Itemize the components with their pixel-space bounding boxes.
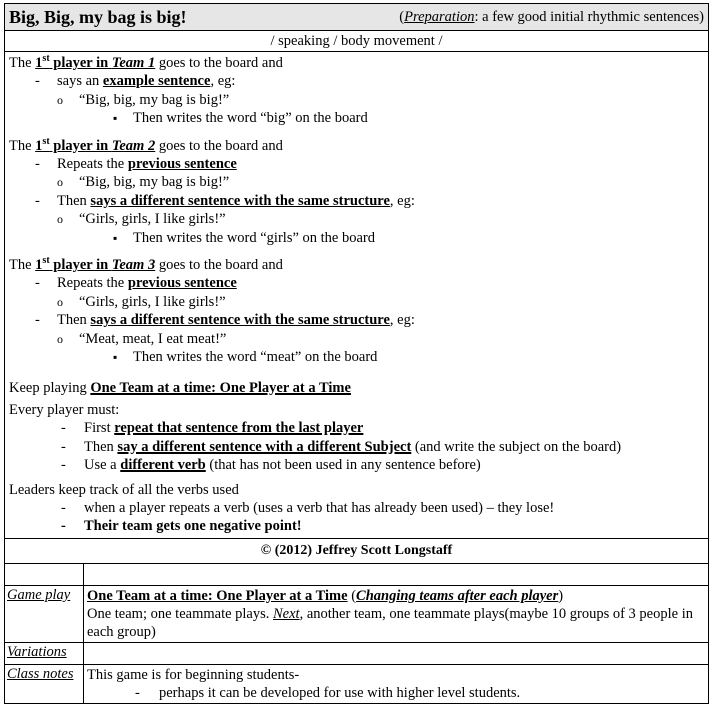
page-title: Big, Big, my bag is big!: [9, 6, 187, 27]
player1-intro: The 1st player in Team 1 goes to the board and: [9, 53, 283, 71]
player1-says: - says an example sentence, eg:: [9, 72, 704, 90]
player2-write: ▪ Then writes the word “girls” on the board: [9, 229, 704, 247]
player2-intro: The 1st player in Team 2 goes to the board and: [9, 135, 283, 154]
player1-write: ▪ Then writes the word “big” on the board: [9, 109, 704, 127]
variations-content: [84, 643, 708, 664]
player3-intro: The 1st player in Team 3 goes to the board and: [9, 255, 283, 274]
class-notes-content: [84, 665, 708, 703]
variations-label: Variations: [5, 643, 84, 664]
class-notes-text: This game is for beginning students-: [87, 666, 300, 683]
game-play-row: [5, 586, 708, 643]
player1-quote: o “Big, big, my bag is big!”: [9, 91, 704, 109]
instructions: [5, 52, 708, 539]
preparation-text: : a few good initial rhythmic sentences): [474, 8, 704, 25]
skills-line: / speaking / body movement /: [5, 31, 708, 52]
empty-value-cell: [84, 564, 708, 585]
copyright: © (2012) Jeffrey Scott Longstaff: [5, 539, 708, 564]
lesson-card: [4, 3, 709, 704]
every-player: Every player must:: [9, 401, 120, 418]
preparation-label: Preparation: [404, 8, 475, 25]
leaders-note: Leaders keep track of all the verbs used: [9, 481, 239, 498]
negative-point: - Their team gets one negative point!: [9, 517, 704, 535]
player2-quote: o “Big, big, my bag is big!”: [9, 173, 704, 191]
empty-label-cell: [5, 564, 84, 585]
game-play-label: Game play: [5, 586, 84, 642]
variations-row: [5, 643, 708, 665]
empty-row: [5, 564, 708, 586]
paren-open: (: [399, 8, 405, 25]
must-first: - First repeat that sentence from the last player: [9, 419, 704, 437]
preparation-note: [399, 9, 704, 26]
must-verb: - Use a different verb (that has not been used in any sentence before): [9, 456, 704, 474]
player2-then: - Then says a different sentence with the same structure, eg:: [9, 192, 704, 210]
player2-repeats: - Repeats the previous sentence: [9, 155, 704, 173]
player3-quote: o “Girls, girls, I like girls!”: [9, 293, 704, 311]
title-bar: [5, 4, 708, 31]
keep-playing: Keep playing One Team at a time: One Player at a Time: [9, 379, 351, 396]
class-notes-row: [5, 665, 708, 703]
lose-rule: - when a player repeats a verb (uses a verb that has already been used) – they lose!: [9, 499, 704, 517]
player3-then: - Then says a different sentence with the same structure, eg:: [9, 311, 704, 329]
class-notes-sub: - perhaps it can be developed for use with higher level students.: [87, 684, 705, 702]
must-then: - Then say a different sentence with a different Subject (and write the subject on the board): [9, 438, 704, 456]
player2-quote2: o “Girls, girls, I like girls!”: [9, 210, 704, 228]
player3-write: ▪ Then writes the word “meat” on the board: [9, 348, 704, 366]
player3-repeats: - Repeats the previous sentence: [9, 274, 704, 292]
player3-quote2: o “Meat, meat, I eat meat!”: [9, 330, 704, 348]
game-play-content: One Team at a time: One Player at a Time (Changing teams after each player) One team; one teammate plays. Next, another team, one teammate plays(maybe 10 groups of 3 people in each group): [87, 587, 693, 640]
class-notes-label: Class notes: [5, 665, 84, 703]
